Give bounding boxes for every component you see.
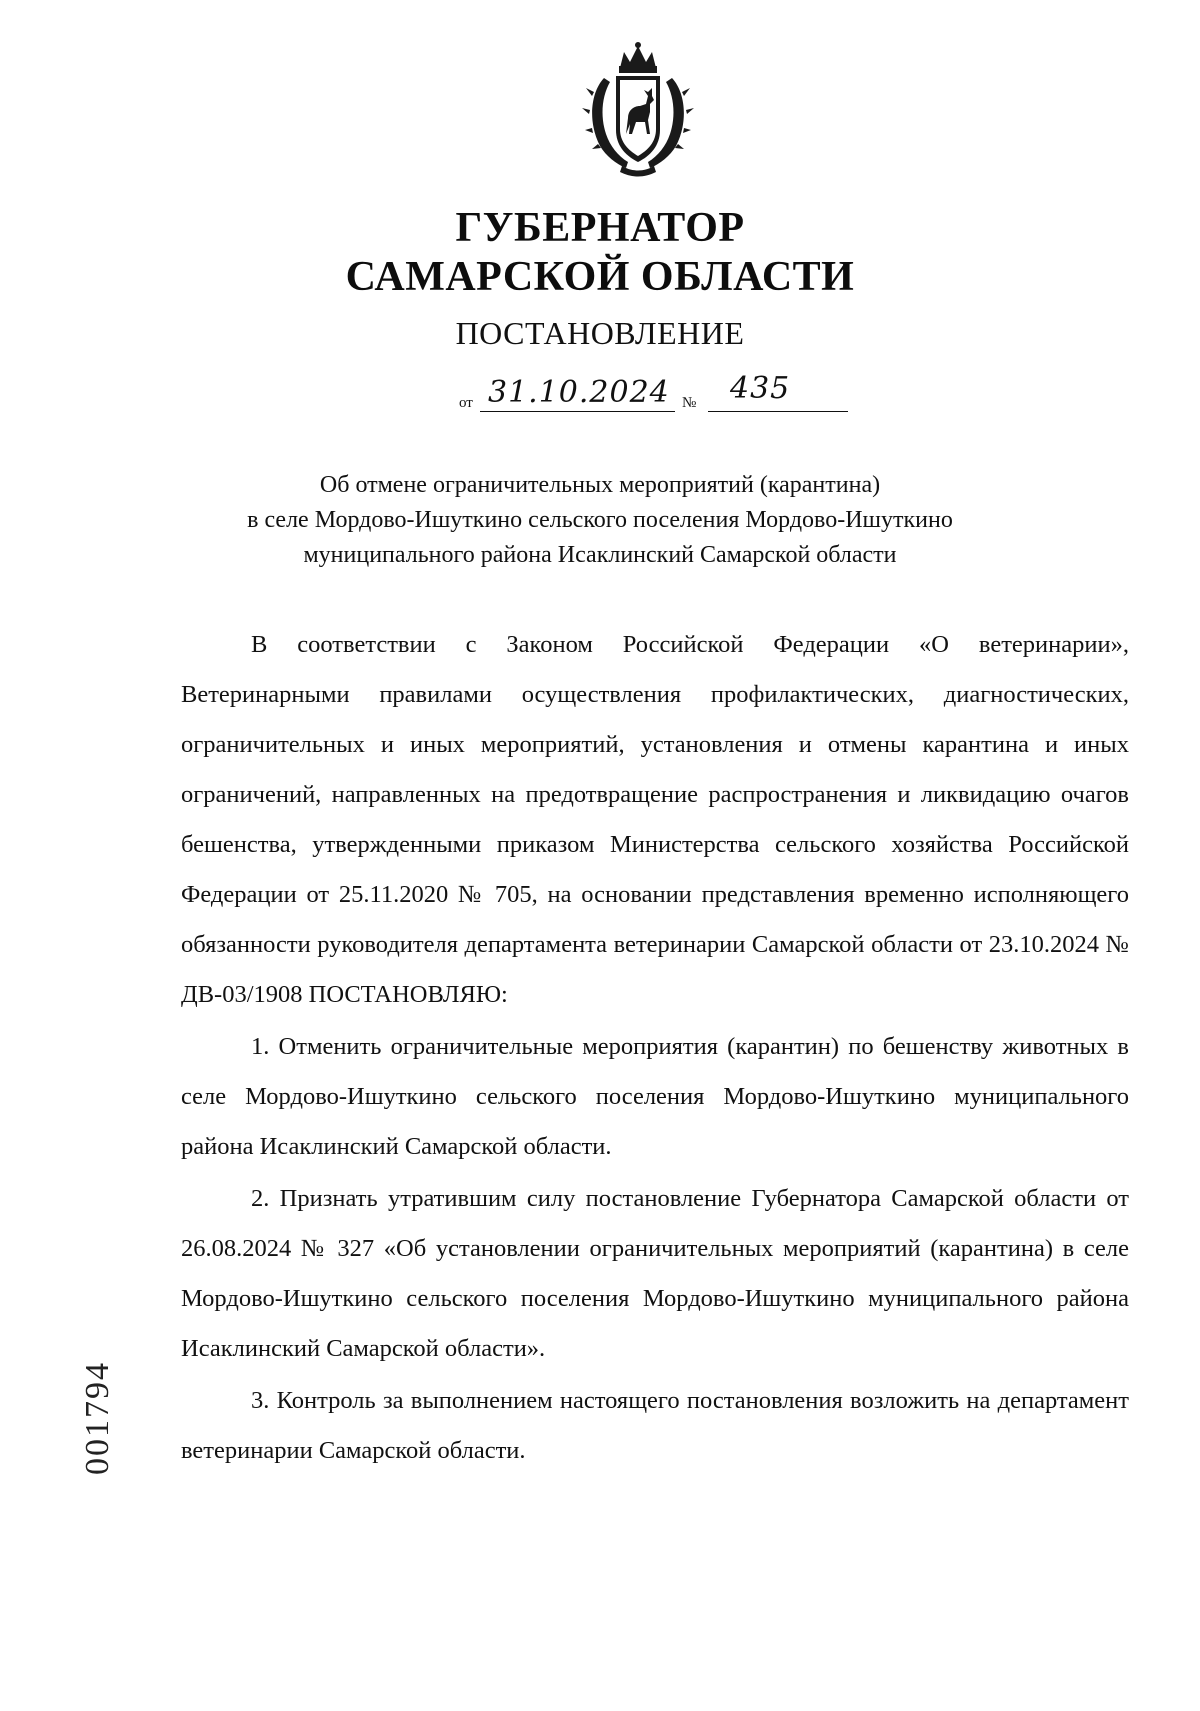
decree-item-2: 2. Признать утратившим силу постановление Губернатора Самарской области от 26.08.2024 № 327 «Об установлении ограничительных мероприятий (карантина) в селе Мордово-Ишуткино сельского поселения Мордово-Ишуткино муниципального района Исаклинский Самарской области».	[181, 1185, 1129, 1362]
date-underline	[480, 411, 675, 412]
subject-line: муниципального района Исаклинский Самарской области	[303, 542, 897, 568]
document-type: ПОСТАНОВЛЕНИЕ	[455, 315, 745, 351]
preamble-paragraph: В соответствии с Законом Российской Федерации «О ветеринарии», Ветеринарными правилами осуществления профилактических, диагностических, ограничительных и иных мероприятий, установления и отмены карантина и иных ограничений, направленных на предотвращение распространения и ликвидацию очагов бешенства, утвержденными приказом Министерства сельского хозяйства Российской Федерации от 25.11.2020 № 705, на основании представления временно исполняющего обязанности руководителя департамента ветеринарии Самарской области от 23.10.2024 № ДВ-03/1908 ПОСТАНОВЛЯЮ:	[181, 631, 1129, 1008]
subject-line: Об отмене ограничительных мероприятий (карантина)	[319, 472, 881, 498]
handwritten-date: 31.10.2024	[488, 375, 670, 410]
serial-number: 001794	[79, 1361, 116, 1475]
decree-item-3: 3. Контроль за выполнением настоящего постановления возложить на департамент ветеринарии Самарской области.	[181, 1387, 1129, 1464]
authority-title-line1: ГУБЕРНАТОР	[455, 205, 745, 251]
document-subject	[0, 468, 1200, 573]
decree-item-1: 1. Отменить ограничительные мероприятия (карантин) по бешенству животных в селе Мордово-Ишуткино сельского поселения Мордово-Ишуткино муниципального района Исаклинский Самарской области.	[181, 1033, 1129, 1160]
registration-line	[0, 371, 1200, 415]
document-body	[181, 620, 1129, 1476]
samara-coat-of-arms-icon	[582, 38, 694, 178]
number-label: №	[682, 395, 697, 411]
subject-line: в селе Мордово-Ишуткино сельского поселения Мордово-Ишуткино	[247, 507, 953, 533]
date-label: от	[459, 395, 473, 411]
handwritten-number: 435	[730, 371, 791, 406]
number-underline	[708, 411, 848, 412]
authority-title-line2: САМАРСКОЙ ОБЛАСТИ	[345, 254, 855, 300]
